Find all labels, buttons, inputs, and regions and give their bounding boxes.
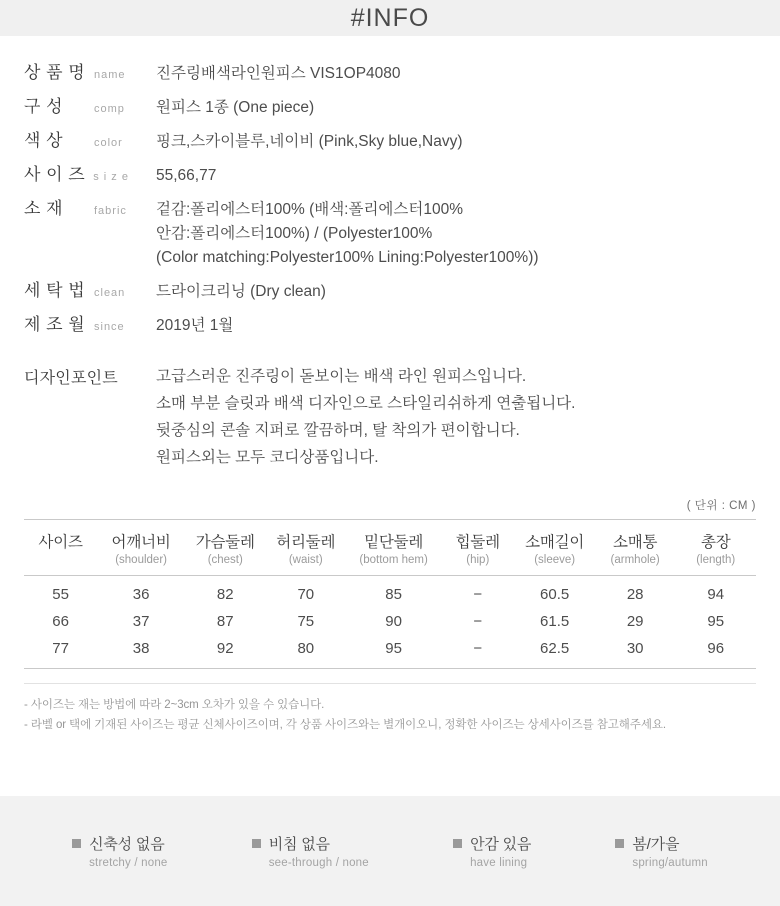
info-label-en: comp <box>94 103 125 116</box>
info-row-size <box>24 160 756 188</box>
size-table-col-waist <box>266 520 347 576</box>
info-row-color <box>24 126 756 154</box>
col-label-ko: 밑단둘레 <box>364 534 424 552</box>
cell: 85 <box>385 586 402 604</box>
col-label-en: (length) <box>696 554 736 567</box>
info-value-clean <box>156 280 326 304</box>
size-table-col-armhole <box>595 520 676 576</box>
cell: 90 <box>385 613 402 631</box>
info-row-comp <box>24 92 756 120</box>
note-line: - 사이즈는 재는 방법에 따라 2~3cm 오차가 있을 수 있습니다. <box>24 699 325 712</box>
col-label-ko: 총장 <box>700 534 731 552</box>
cell: 60.5 <box>540 586 570 604</box>
info-label-since <box>24 310 156 335</box>
feature-label-ko: 신축성 없음 <box>89 836 165 853</box>
cell: 75 <box>297 613 315 631</box>
feature-label-en: see-through / none <box>268 857 369 869</box>
feature-label-ko: 비침 없음 <box>268 836 330 853</box>
col-label-en: (waist) <box>288 554 323 567</box>
info-value-line: 원피스 1종 (One piece) <box>156 99 315 117</box>
design-point-line: 고급스러운 진주링이 돋보이는 배색 라인 원피스입니다. <box>156 368 527 386</box>
cell: 80 <box>297 640 315 658</box>
info-label-ko: 구 성 <box>24 97 64 117</box>
col-label-ko: 사이즈 <box>38 534 83 552</box>
col-label-ko: 소매길이 <box>525 534 585 552</box>
col-label-en: (sleeve) <box>534 554 576 567</box>
info-row-since <box>24 310 756 338</box>
feature-item-lining <box>453 833 531 869</box>
cell: 29 <box>626 613 644 631</box>
info-label-size <box>24 160 156 185</box>
square-bullet-icon <box>453 839 462 848</box>
info-label-color <box>24 126 156 151</box>
info-label-ko: 사 이 즈 <box>24 165 86 185</box>
info-value-name <box>156 62 401 86</box>
note-line: - 라벨 or 택에 기재된 사이즈는 평균 신체사이즈이며, 각 상품 사이즈와는 별개이오니, 정확한 사이즈는 상세사이즈를 참고해주세요. <box>24 718 666 731</box>
info-label-ko: 소 재 <box>24 199 64 219</box>
table-row <box>24 608 756 635</box>
size-notes <box>24 683 756 735</box>
table-row <box>24 576 756 609</box>
info-label-ko: 색 상 <box>24 131 64 151</box>
info-label-comp <box>24 92 156 117</box>
info-value-line: 안감:폴리에스터100%) / (Polyester100% <box>156 225 433 243</box>
info-label-ko: 세 탁 법 <box>24 281 86 301</box>
feature-text <box>632 833 707 869</box>
info-value-line: 55,66,77 <box>156 167 217 185</box>
cell: 94 <box>707 586 725 604</box>
design-point-section <box>0 344 780 471</box>
col-label-ko: 어깨너비 <box>111 534 171 552</box>
cell: 38 <box>132 640 150 658</box>
info-label-en: since <box>94 321 125 334</box>
size-table-col-hip <box>441 520 514 576</box>
size-table-col-chest <box>185 520 266 576</box>
info-value-since <box>156 314 233 338</box>
feature-band <box>0 796 780 906</box>
info-value-line: 드라이크리닝 (Dry clean) <box>156 283 326 301</box>
cell: 95 <box>385 640 402 658</box>
cell: 36 <box>132 586 150 604</box>
info-row-clean <box>24 276 756 304</box>
size-table-header-row <box>24 520 756 576</box>
info-value-line: 진주링배색라인원피스 VIS1OP4080 <box>156 65 401 82</box>
info-label-en: s i z e <box>93 171 129 184</box>
feature-label-en: have lining <box>470 857 528 869</box>
feature-label-en: stretchy / none <box>89 857 168 869</box>
size-table-head <box>24 520 756 576</box>
design-point-line: 뒷중심의 콘솔 지퍼로 깔끔하며, 탈 착의가 편이합니다. <box>156 421 520 439</box>
info-label-ko: 제 조 월 <box>24 315 86 335</box>
size-table-body <box>24 576 756 669</box>
feature-item-see-through <box>252 833 369 869</box>
info-label-clean <box>24 276 156 301</box>
size-table-col-bottom-hem <box>346 520 441 576</box>
cell: 77 <box>52 640 69 658</box>
cell: 96 <box>707 640 725 658</box>
feature-label-en: spring/autumn <box>632 857 708 869</box>
col-label-en: (hip) <box>466 554 490 567</box>
info-value-line: 겉감:폴리에스터100% (배색:폴리에스터100% <box>156 201 463 219</box>
design-point-line: 소매 부분 슬릿과 배색 디자인으로 스타일리쉬하게 연출됩니다. <box>156 394 576 412</box>
design-point-line: 원피스외는 모두 코디상품입니다. <box>156 448 379 466</box>
size-table-col-size <box>24 520 97 576</box>
col-label-en: (chest) <box>207 554 243 567</box>
cell: 95 <box>707 613 725 631</box>
info-row-fabric <box>24 194 756 270</box>
feature-item-season <box>615 833 707 869</box>
cell: − <box>473 586 483 604</box>
size-table-col-length <box>675 520 756 576</box>
col-label-ko: 허리둘레 <box>276 534 336 552</box>
col-label-en: (armhole) <box>610 554 660 567</box>
cell: 30 <box>626 640 644 658</box>
feature-item-stretch <box>72 833 167 869</box>
info-value-size <box>156 164 216 188</box>
info-value-line: 핑크,스카이블루,네이비 (Pink,Sky blue,Navy) <box>156 133 463 151</box>
feature-label-ko: 안감 있음 <box>470 836 532 853</box>
cell: − <box>473 640 483 658</box>
cell: 87 <box>216 613 234 631</box>
cell: 70 <box>297 586 315 604</box>
feature-text <box>89 833 167 869</box>
cell: 55 <box>52 586 69 604</box>
size-table-col-sleeve <box>514 520 595 576</box>
cell: − <box>473 613 483 631</box>
info-label-fabric <box>24 194 156 219</box>
square-bullet-icon <box>252 839 261 848</box>
col-label-en: (bottom hem) <box>359 554 428 567</box>
info-row-name <box>24 58 756 86</box>
size-table-section <box>24 497 756 669</box>
info-value-comp <box>156 96 314 120</box>
cell: 28 <box>626 586 644 604</box>
col-label-en: (shoulder) <box>115 554 167 567</box>
square-bullet-icon <box>615 839 624 848</box>
cell: 82 <box>216 586 234 604</box>
info-label-en: fabric <box>94 205 127 218</box>
info-value-line: 2019년 1월 <box>156 317 234 335</box>
info-label-en: clean <box>94 287 126 300</box>
design-point-label: 디자인포인트 <box>24 370 118 388</box>
cell: 37 <box>132 613 150 631</box>
product-info-list <box>0 36 780 338</box>
info-header-band <box>0 0 780 36</box>
table-row <box>24 635 756 669</box>
info-label-name <box>24 58 156 83</box>
cell: 92 <box>216 640 234 658</box>
col-label-ko: 가슴둘레 <box>195 534 255 552</box>
col-label-ko: 힙둘레 <box>455 534 500 552</box>
cell: 62.5 <box>540 640 570 658</box>
feature-text <box>470 833 531 869</box>
design-point-text <box>156 364 575 471</box>
page-title: #INFO <box>350 4 430 32</box>
cell: 66 <box>52 613 69 631</box>
info-label-en: color <box>94 137 123 150</box>
info-label-ko: 상 품 명 <box>24 63 86 82</box>
size-table <box>24 519 756 669</box>
col-label-ko: 소매통 <box>613 534 658 552</box>
size-table-unit-note: ( 단위 : CM ) <box>686 500 756 513</box>
info-value-line: (Color matching:Polyester100% Lining:Polyester100%)) <box>156 249 539 267</box>
info-label-en: name <box>94 69 126 81</box>
cell: 61.5 <box>540 613 570 631</box>
feature-text <box>269 833 369 869</box>
info-value-fabric <box>156 198 539 270</box>
info-value-color <box>156 130 463 154</box>
square-bullet-icon <box>72 839 81 848</box>
feature-label-ko: 봄/가을 <box>632 836 680 853</box>
size-table-col-shoulder <box>97 520 185 576</box>
